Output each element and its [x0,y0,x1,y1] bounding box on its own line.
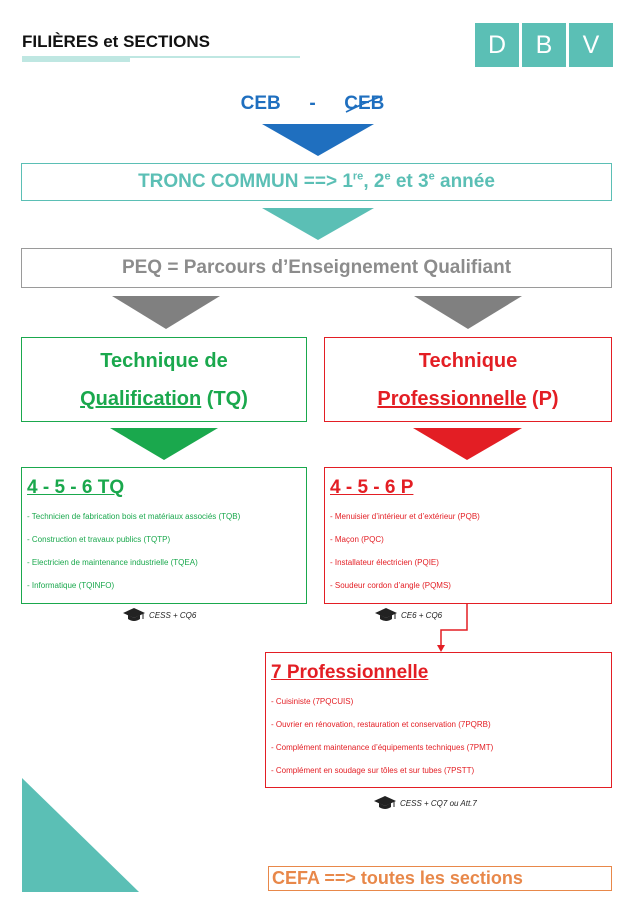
list-item: - Ouvrier en rénovation, restauration et conservation (7PQRB) [271,720,491,729]
list-item: - Complément maintenance d’équipements techniques (7PMT) [271,743,494,752]
list-item: - Maçon (PQC) [330,535,384,544]
p-sections-list [330,512,605,590]
peq-text: PEQ = Parcours d’Enseignement Qualifiant [121,257,512,278]
logo-letter-d: D [475,23,519,67]
p-line1: Technique [418,349,518,372]
arrow-ceb-down-icon [262,124,374,156]
p-sections-box [324,467,612,604]
seventh-sections-box [265,652,612,788]
list-item: - Technicien de fabrication bois et matériaux associés (TQB) [27,512,241,521]
tq-sections-heading: 4 - 5 - 6 TQ [27,477,125,498]
tq-sections-list [27,512,300,590]
peq-box [21,248,612,288]
seventh-certificate [373,795,477,811]
tq-sections-box [21,467,307,604]
teal-corner-triangle [22,778,139,892]
seventh-sections-list [271,697,605,775]
p-certificate-text: CE6 + CQ6 [401,610,443,620]
page-title: FILIÈRES et SECTIONS [22,32,210,51]
tq-certificate-text: CESS + CQ6 [149,610,197,620]
arrow-tronc-down-icon [262,208,374,240]
p-certificate [374,607,442,623]
list-item: - Informatique (TQINFO) [27,581,115,590]
list-item: - Construction et travaux publics (TQTP) [27,535,171,544]
list-item: - Electricien de maintenance industrielle (TQEA) [27,558,198,567]
graduation-cap-icon [374,607,398,623]
seventh-certificate-text: CESS + CQ7 ou Att.7 [400,798,477,808]
ceb-separator: - [309,93,316,114]
logo-letter-b: B [522,23,566,67]
connector-p-to-7 [441,604,467,646]
connector-arrowhead-icon [437,645,445,652]
tq-certificate [122,607,196,623]
cefa-text: CEFA ==> toutes les sections [272,868,523,888]
list-item: - Complément en soudage sur tôles et sur tubes (7PSTT) [271,766,475,775]
ceb-left: CEB [240,93,281,114]
tronc-commun-box [21,163,612,201]
cefa-box [268,866,612,891]
p-branch-box [324,337,612,422]
arrow-tq-down-icon [110,428,218,460]
logo-letter-v: V [569,23,613,67]
graduation-cap-icon [373,795,397,811]
tq-line1: Technique de [100,349,228,372]
list-item: - Menuisier d’intérieur et d’extérieur (PQB) [330,512,480,521]
list-item: - Cuisiniste (7PQCUIS) [271,697,354,706]
arrow-peq-right-down-icon [414,296,522,329]
tronc-text: TRONC COMMUN ==> 1re, 2e et 3e année [138,170,495,192]
seventh-sections-heading: 7 Professionnelle [271,662,429,683]
p-line2: Professionnelle (P) [377,387,559,410]
list-item: - Soudeur cordon d’angle (PQMS) [330,581,451,590]
ceb-struck-text: CEB [344,93,385,114]
list-item: - Installateur électricien (PQIE) [330,558,439,567]
tq-branch-box [21,337,307,422]
tq-line2: Qualification (TQ) [80,387,248,410]
arrow-p-down-icon [413,428,522,460]
graduation-cap-icon [122,607,146,623]
arrow-peq-left-down-icon [112,296,220,329]
p-sections-heading: 4 - 5 - 6 P [330,477,414,498]
